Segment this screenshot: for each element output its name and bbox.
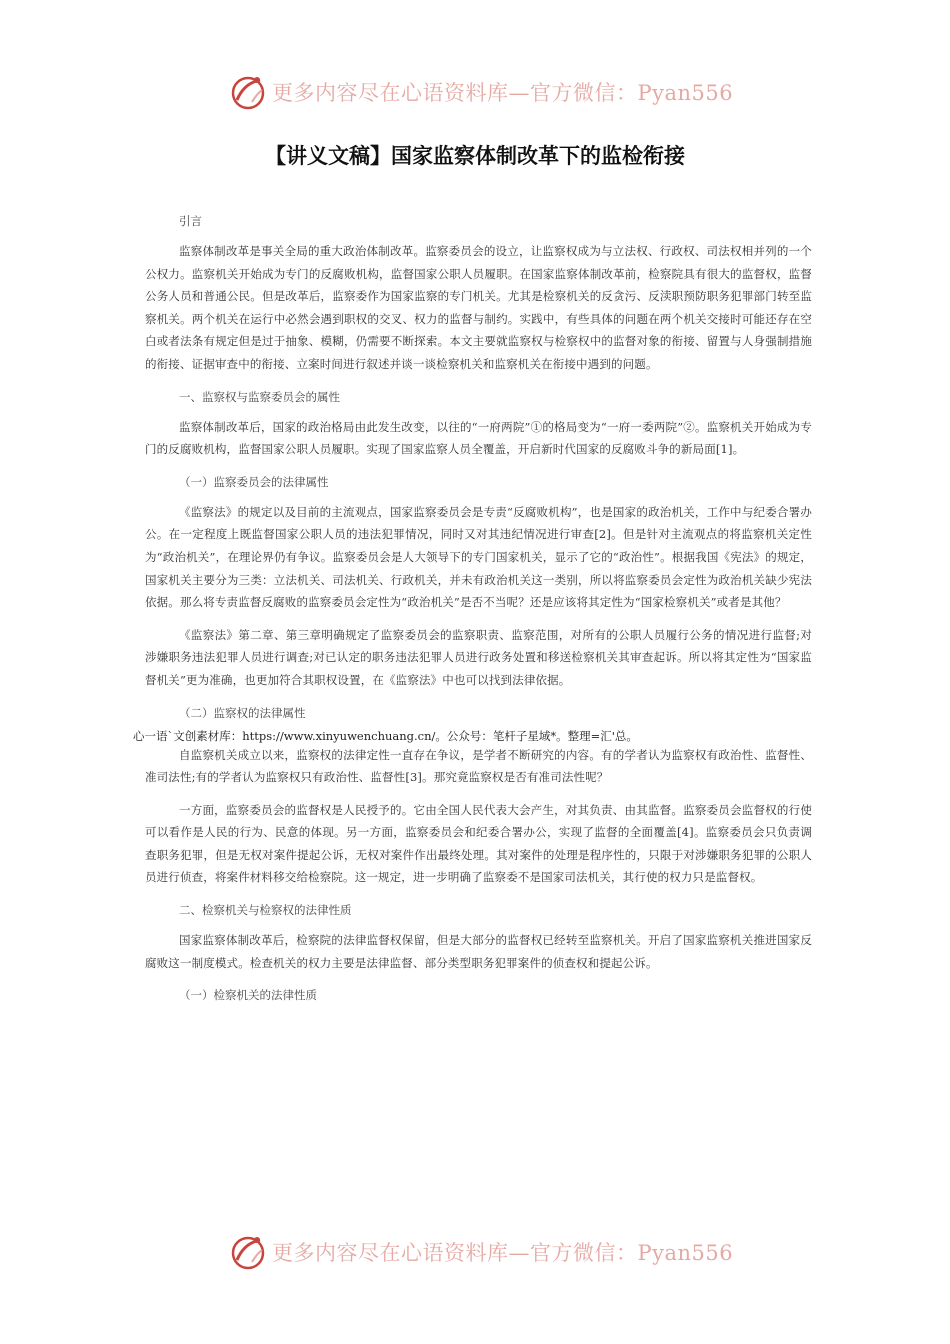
section-heading: （一）监察委员会的法律属性 bbox=[179, 474, 329, 489]
section-heading: 一、监察权与监察委员会的属性 bbox=[179, 389, 340, 404]
body-paragraph: 《监察法》第二章、第三章明确规定了监察委员会的监察职责、监察范围，对所有的公职人员履行公务的情况进行监督;对涉嫌职务违法犯罪人员进行调查;对已认定的职务违法犯罪人员进行政务处置和移送检察机关其审查起诉。所以将其定性为“国家监督机关”更为准确，也更加符合其职权设置，在《监察法》中也可以找到法律依据。 bbox=[145, 627, 812, 687]
banner-text: 更多内容尽在心语资料库—官方微信：Pyan556 bbox=[272, 81, 734, 105]
brand-logo-icon bbox=[228, 72, 268, 112]
brand-logo-icon bbox=[228, 1232, 268, 1272]
section-heading: 二、检察机关与检察权的法律性质 bbox=[179, 903, 352, 918]
document-title: 【讲义文稿】国家监察体制改革下的监检衔接 bbox=[265, 144, 685, 168]
body-paragraph: 国家监察体制改革后，检察院的法律监督权保留，但是大部分的监督权已经转至监察机关。开启了国家监察机关推进国家反腐败这一制度模式。检查机关的权力主要是法律监督、部分类型职务犯罪案件的侦查权和提起公诉。 bbox=[145, 933, 812, 970]
document-body bbox=[133, 210, 812, 1014]
body-paragraph: 监察体制改革后，国家的政治格局由此发生改变，以往的“一府两院”①的格局变为“一府一委两院”②。监察机关开始成为专门的反腐败机构，监督国家公职人员履职。实现了国家监察人员全覆盖，开启新时代国家的反腐败斗争的新局面[1]。 bbox=[145, 419, 812, 457]
body-paragraph: 《监察法》的规定以及目前的主流观点，国家监察委员会是专责“反腐败机构”，也是国家的政治机关，工作中与纪委合署办公。在一定程度上既监督国家公职人员的违法犯罪情况，同时又对其违纪情况进行审查[2]。但是针对主流观点的将监察机关定性为“政治机关”，在理论界仍有争议。监察委员会是人大领导下的专门国家机关，显示了它的“政治性”。根据我国《宪法》的规定，国家机关主要分为三类：立法机关、司法机关、行政机关，并未有政治机关这一类别，所以将监察委员会定性为政治机关缺少宪法依据。那么将专责监督反腐败的监察委员会定性为“政治机关”是否不当呢？还是应该将其定性为“国家检察机关”或者是其他？ bbox=[145, 504, 812, 610]
body-paragraph: 一方面，监察委员会的监督权是人民授予的。它由全国人民代表大会产生，对其负责、由其监督。监察委员会监督权的行使可以看作是人民的行为、民意的体现。另一方面，监察委员会和纪委合署办公，实现了监督的全面覆盖[4]。监察委员会只负责调查职务犯罪，但是无权对案件提起公诉，无权对案件作出最终处理。其对案件的处理是程序性的，只限于对涉嫌职务犯罪的公职人员进行侦查，将案件材料移交给检察院。这一规定，进一步明确了监察委不是国家司法机关，其行使的权力只是监督权。 bbox=[145, 802, 812, 885]
banner-text: 更多内容尽在心语资料库—官方微信：Pyan556 bbox=[272, 1241, 734, 1265]
section-heading: 引言 bbox=[179, 214, 202, 228]
section-heading: （一）检察机关的法律性质 bbox=[179, 988, 317, 1003]
header-banner bbox=[228, 72, 748, 112]
section-heading: （二）监察权的法律属性 bbox=[179, 705, 306, 720]
footer-banner bbox=[228, 1232, 748, 1272]
body-paragraph: 自监察机关成立以来，监察权的法律定性一直存在争议，是学者不断研究的内容。有的学者认为监察权有政治性、监督性、准司法性;有的学者认为监察权只有政治性、监督性[3]。那究竟监察权是否有准司法性呢？ bbox=[145, 747, 812, 785]
body-paragraph: 监察体制改革是事关全局的重大政治体制改革。监察委员会的设立，让监察权成为与立法权、行政权、司法权相并列的一个公权力。监察机关开始成为专门的反腐败机构，监督国家公职人员履职。在国家监察体制改革前，检察院具有很大的监督权，监督公务人员和普通公民。但是改革后，监察委作为国家监察的专门机关。尤其是检察机关的反贪污、反渎职预防职务犯罪部门转至监察机关。两个机关在运行中必然会遇到职权的交叉、权力的监督与制约。实践中，有些具体的问题在两个机关交接时可能还存在空白或者法条有规定但是过于抽象、模糊，仍需要不断探索。本文主要就监察权与检察权中的监督对象的衔接、留置与人身强制措施的衔接、证据审查中的衔接、立案时间进行叙述并谈一谈检察机关和监察机关在衔接中遇到的问题。 bbox=[145, 244, 812, 371]
watermark-text: 心一语`文创素材库：https://www.xinyuwenchuang.cn/。公众号：笔杆子星域*。整理=汇'总。 bbox=[133, 728, 638, 743]
